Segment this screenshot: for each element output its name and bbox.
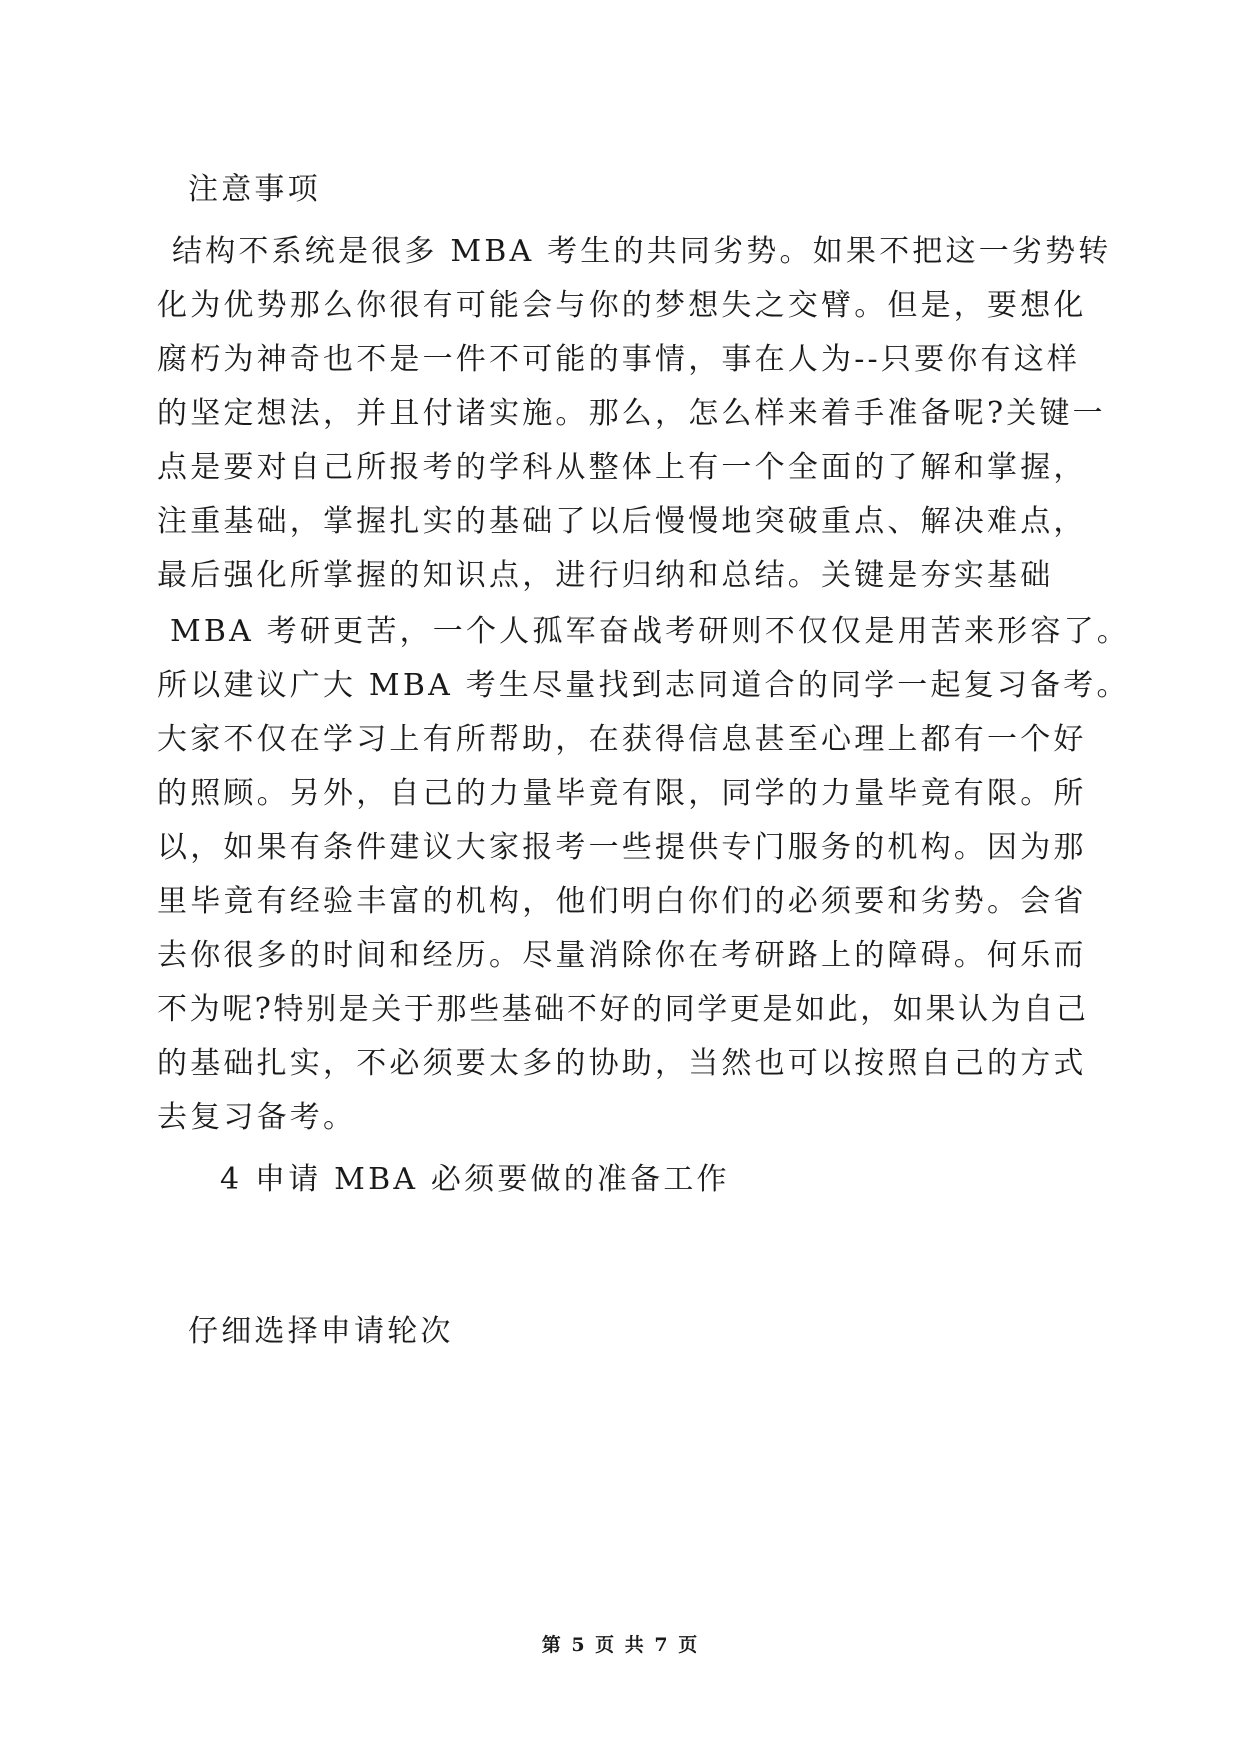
paragraph-line: 的照顾。另外，自己的力量毕竟有限，同学的力量毕竟有限。所 <box>157 776 1087 811</box>
paragraph-line: 结构不系统是很多 MBA 考生的共同劣势。如果不把这一劣势转 <box>172 234 1112 269</box>
subheading: 仔细选择申请轮次 <box>188 1314 454 1349</box>
paragraph-line: 去你很多的时间和经历。尽量消除你在考研路上的障碍。何乐而 <box>157 938 1087 973</box>
paragraph-line: 最后强化所掌握的知识点，进行归纳和总结。关键是夯实基础 <box>157 558 1054 593</box>
heading-notes: 注意事项 <box>188 172 321 207</box>
paragraph-line: 注重基础，掌握扎实的基础了以后慢慢地突破重点、解决难点， <box>157 504 1087 539</box>
paragraph-line: 以，如果有条件建议大家报考一些提供专门服务的机构。因为那 <box>157 830 1087 865</box>
paragraph-line: 点是要对自己所报考的学科从整体上有一个全面的了解和掌握， <box>157 450 1087 485</box>
paragraph-line: 大家不仅在学习上有所帮助，在获得信息甚至心理上都有一个好 <box>157 722 1087 757</box>
paragraph-line: 所以建议广大 MBA 考生尽量找到志同道合的同学一起复习备考。 <box>157 668 1130 703</box>
paragraph-line: 里毕竟有经验丰富的机构，他们明白你们的必须要和劣势。会省 <box>157 884 1087 919</box>
paragraph-line: 不为呢?特别是关于那些基础不好的同学更是如此，如果认为自己 <box>157 992 1089 1027</box>
paragraph-line: 腐朽为神奇也不是一件不可能的事情，事在人为--只要你有这样 <box>157 342 1081 377</box>
paragraph-line: 的坚定想法，并且付诸实施。那么，怎么样来着手准备呢?关键一 <box>157 396 1106 431</box>
page-number-footer: 第 5 页 共 7 页 <box>541 1634 700 1656</box>
paragraph-line: 的基础扎实，不必须要太多的协助，当然也可以按照自己的方式 <box>157 1046 1087 1081</box>
paragraph-line: MBA 考研更苦，一个人孤军奋战考研则不仅仅是用苦来形容了。 <box>170 614 1130 649</box>
section-heading: 4 申请 MBA 必须要做的准备工作 <box>220 1162 730 1197</box>
paragraph-line: 化为优势那么你很有可能会与你的梦想失之交臂。但是，要想化 <box>157 288 1087 323</box>
paragraph-line: 去复习备考。 <box>157 1100 357 1135</box>
